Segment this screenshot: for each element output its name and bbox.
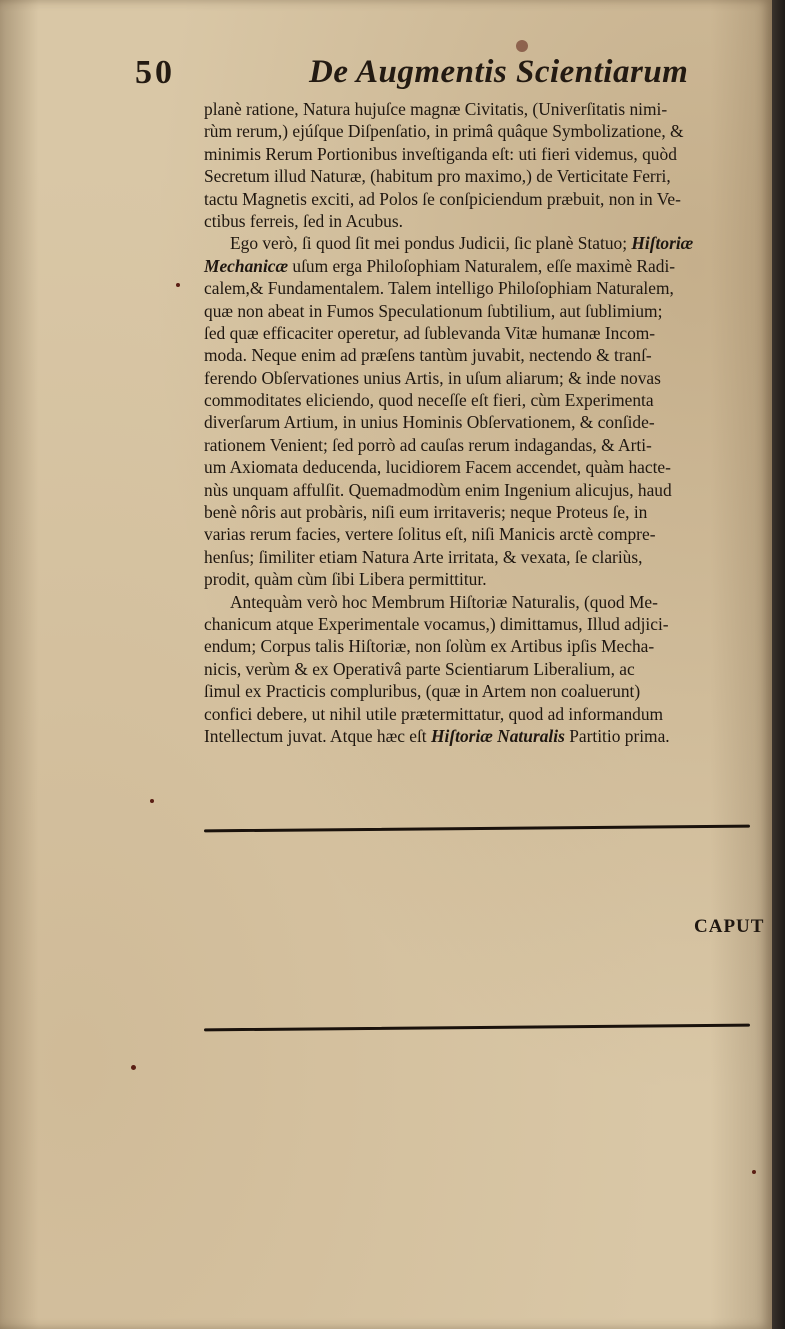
text-line: um Axiomata deducenda, lucidiorem Facem accendet, quàm hacte- — [204, 457, 671, 478]
ink-spot — [131, 1065, 136, 1070]
text-line: chanicum atque Experimentale vocamus,) dimittamus, Illud adjici- — [204, 613, 669, 634]
ink-spot — [752, 1170, 756, 1174]
text-line: planè ratione, Natura hujuſce magnæ Civitatis, (Univerſitatis nimi- — [204, 99, 668, 119]
ink-spot — [150, 799, 154, 803]
italic-term: Mechanicæ — [204, 255, 289, 276]
text-line: rationem Venient; ſed porrò ad cauſas rerum indagandas, & Arti- — [204, 434, 652, 455]
text-line: Mechanicæ uſum erga Philoſophiam Naturalem, eſſe maximè Radi- — [204, 255, 676, 276]
text-line: calem,& Fundamentalem. Talem intelligo Philoſophiam Naturalem, — [204, 278, 674, 299]
text-line: ctibus ferreis, ſed in Acubus. — [204, 210, 403, 231]
text-line: varias rerum facies, vertere ſolitus eſt, niſi Manicis arctè compre- — [204, 524, 656, 545]
italic-term: Hiſtoriæ — [631, 233, 694, 254]
ink-spot — [176, 283, 180, 287]
catchword: CAPUT — [694, 916, 765, 937]
body-text — [204, 98, 752, 747]
text-line: diverſarum Artium, in unius Hominis Obſervationem, & conſide- — [204, 412, 655, 433]
ink-spot — [516, 40, 528, 52]
text-line: tactu Magnetis exciti, ad Polos ſe conſpiciendum præbuit, non in Ve- — [204, 188, 681, 209]
text-line: ferendo Obſervationes unius Artis, in uſum aliarum; & inde novas — [204, 367, 661, 388]
text-line: benè nôris aut probàris, niſi eum irritaveris; neque Proteus ſe, in — [204, 502, 648, 523]
text-line: prodit, quàm cùm ſibi Libera permittitur. — [204, 569, 487, 590]
text-line: confici debere, ut nihil utile prætermittatur, quod ad informandum — [204, 703, 664, 724]
text-line: nùs unquam affulſit. Quemadmodùm enim Ingenium alicujus, haud — [204, 479, 672, 500]
text-line: commoditates eliciendo, quod neceſſe eſt fieri, cùm Experimenta — [204, 390, 654, 411]
text-line: Antequàm verò hoc Membrum Hiſtoriæ Naturalis, (quod Me- — [230, 591, 658, 612]
page-header — [135, 54, 745, 98]
italic-term: Hiſtoriæ Naturalis — [431, 725, 565, 746]
text-line: ſimul ex Practicis compluribus, (quæ in Artem non coaluerunt) — [204, 681, 641, 702]
text-line: henſus; ſimiliter etiam Natura Arte irritata, & vexata, ſe clariùs, — [204, 546, 643, 567]
text-line: Ego verò, ſi quod ſit mei pondus Judicii, ſic planè Statuo; Hiſtoriæ — [230, 233, 694, 254]
text-line: endum; Corpus talis Hiſtoriæ, non ſolùm ex Artibus ipſis Mecha- — [204, 636, 655, 657]
text-line: Secretum illud Naturæ, (habitum pro maximo,) de Verticitate Ferri, — [204, 166, 671, 187]
page-edge-shadow — [772, 0, 785, 1329]
text-line: moda. Neque enim ad præſens tantùm juvabit, nectendo & tranſ- — [204, 345, 652, 366]
text-line: quæ non abeat in Fumos Speculationum ſubtilium, aut ſublimium; — [204, 300, 663, 321]
text-line: rùm rerum,) ejúſque Diſpenſatio, in primâ quâque Symbolizatione, & — [204, 121, 684, 142]
text-line: Intellectum juvat. Atque hæc eſt Hiſtoriæ Naturalis Partitio prima. — [204, 725, 670, 746]
text-line: nicis, verùm & ex Operativâ parte Scientiarum Liberalium, ac — [204, 658, 635, 679]
running-head: De Augmentis Scientiarum — [309, 54, 689, 90]
text-line: minimis Rerum Portionibus inveſtiganda eſt: uti fieri videmus, quòd — [204, 143, 677, 164]
text-line: ſed quæ efficaciter operetur, ad ſublevanda Vitæ humanæ Incom- — [204, 322, 656, 343]
page-number: 50 — [135, 54, 175, 91]
